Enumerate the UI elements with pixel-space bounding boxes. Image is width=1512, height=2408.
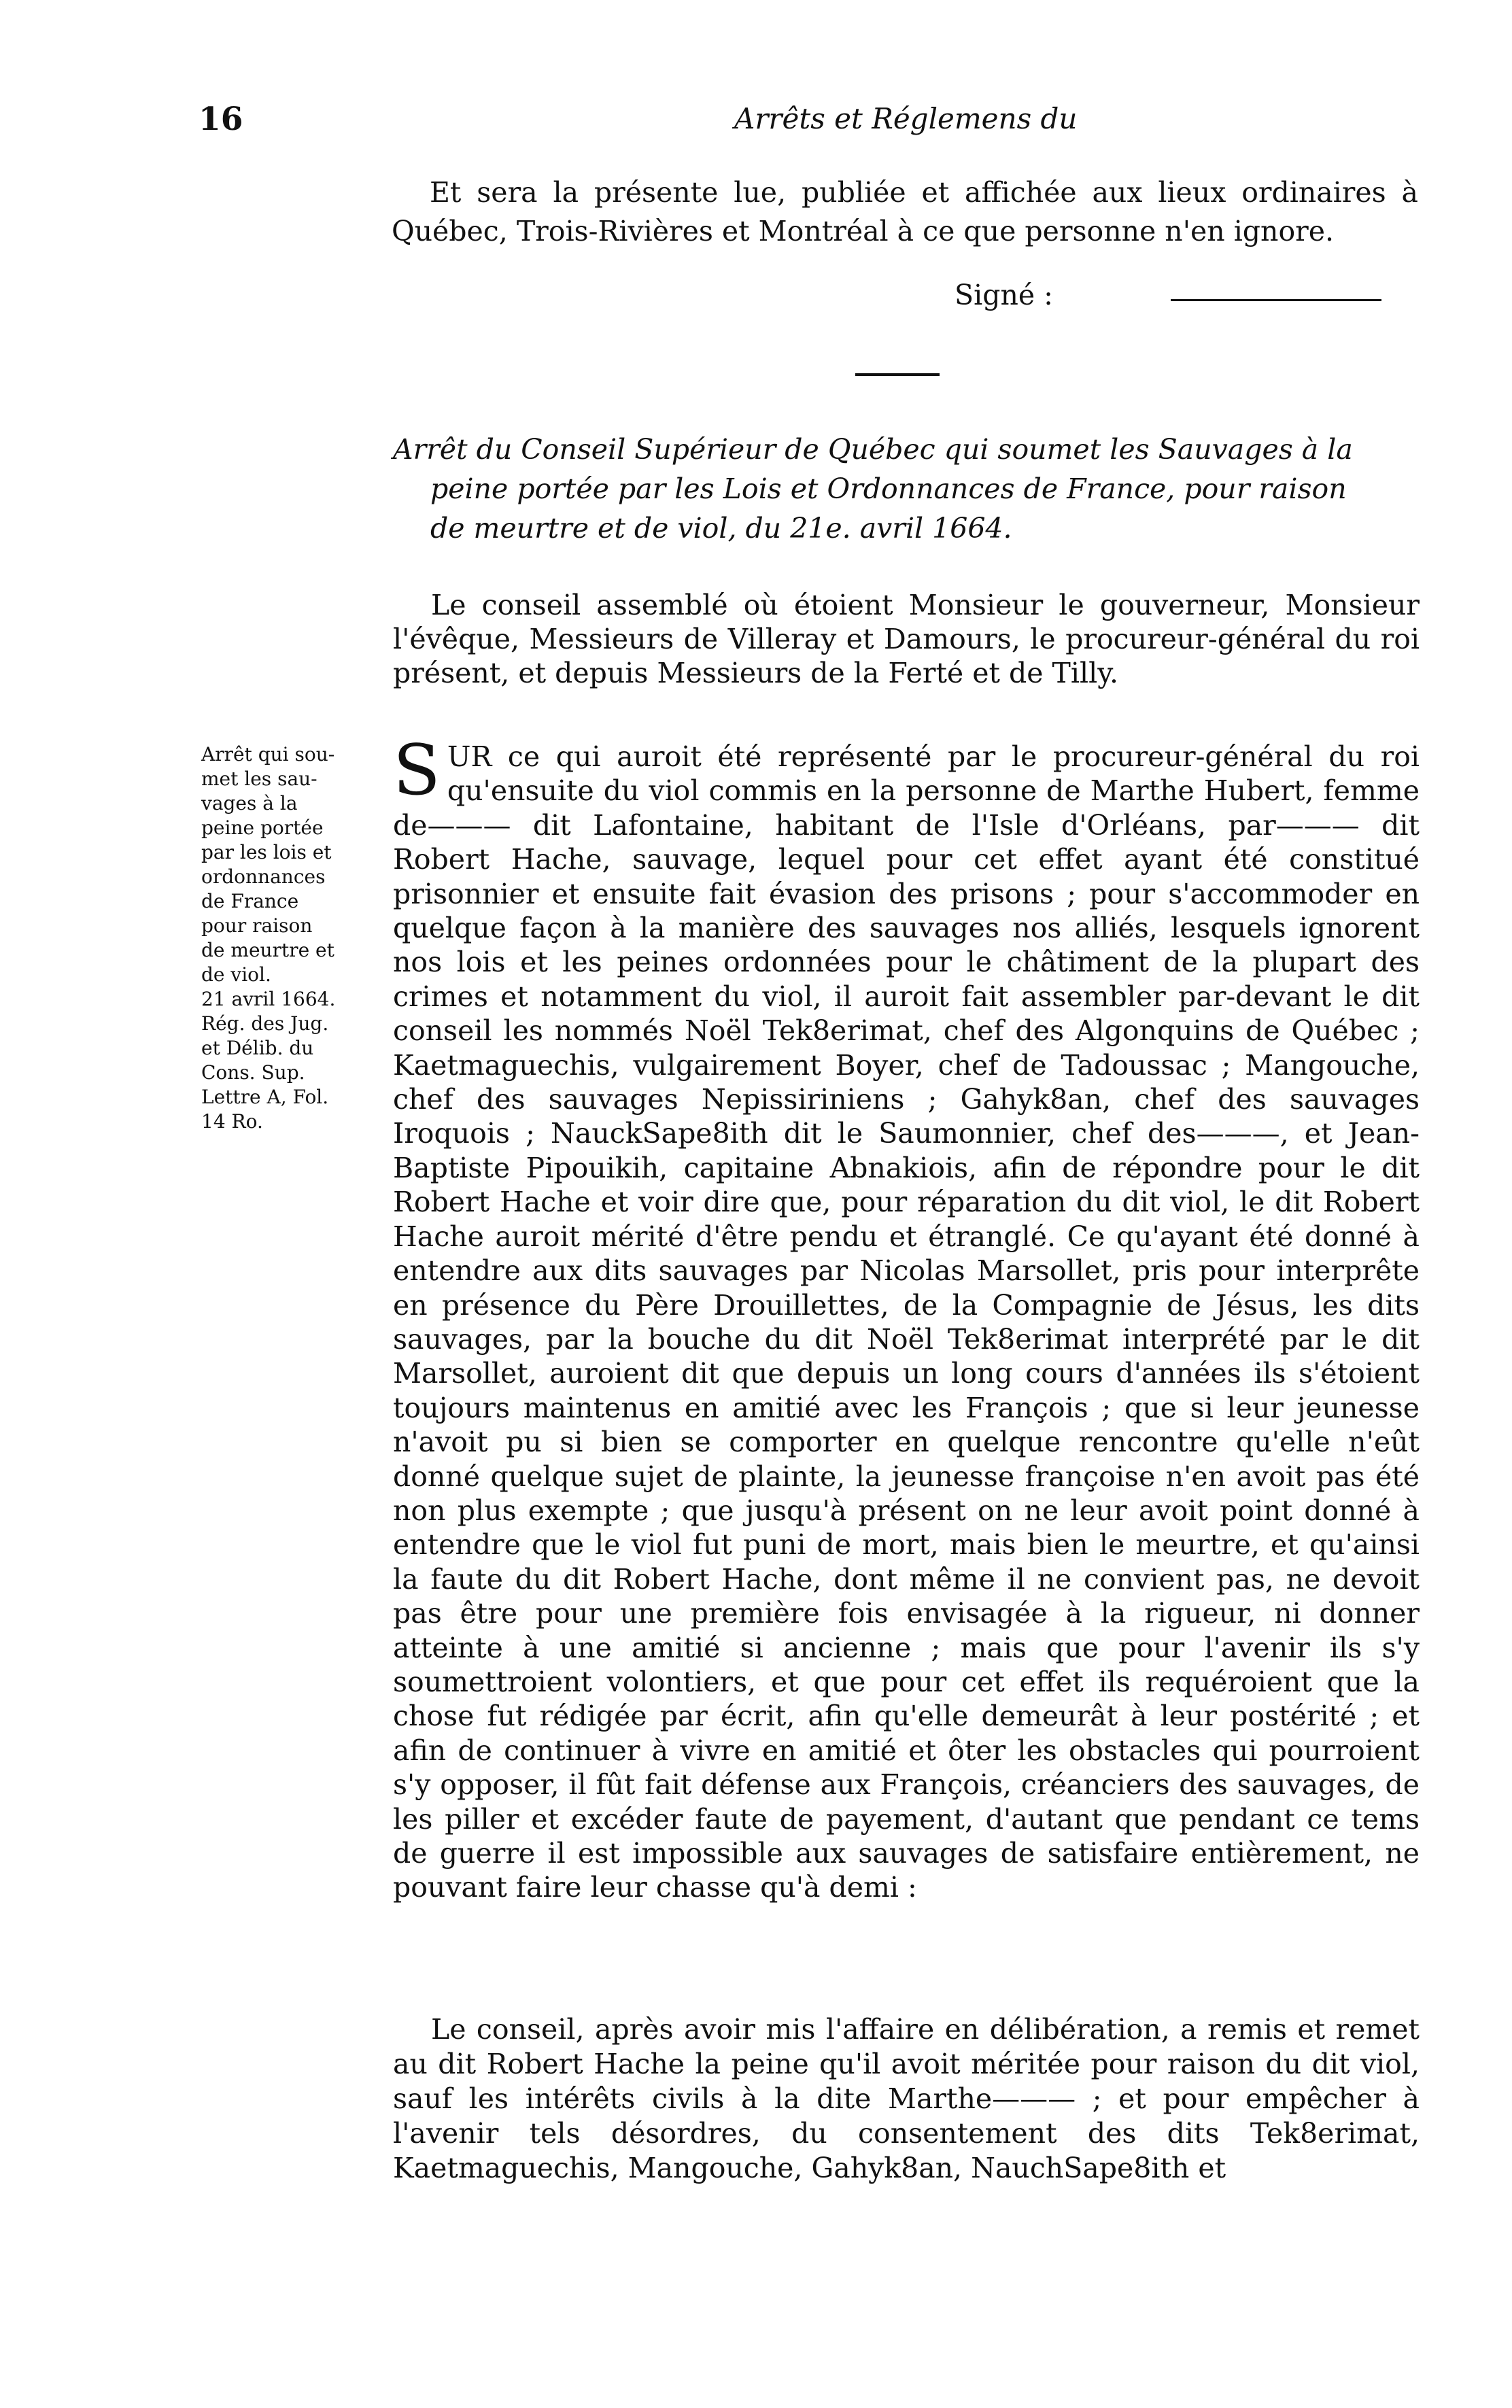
signature-line xyxy=(1171,299,1381,301)
council-paragraph: Le conseil assemblé où étoient Monsieur le gouverneur, Monsieur l'évêque, Messieurs de Villeray et Damours, le procureur-général du roi présent, et depuis Messieurs de la Ferté et de Tilly. xyxy=(393,589,1420,689)
margin-note-line: vages à la xyxy=(201,792,298,814)
margin-note-line: met les sau- xyxy=(201,768,317,790)
section-separator xyxy=(855,373,940,376)
decree-title xyxy=(393,430,1420,548)
drop-cap: S xyxy=(393,730,441,811)
margin-note-line: Arrêt qui sou- xyxy=(201,743,335,766)
main-paragraph-text: UR ce qui auroit été représenté par le procureur-général du roi qu'ensuite du viol commis en la personne de Marthe Hubert, femme de——— dit Lafontaine, habitant de l'Isle d'Orléans, par——— dit Robert Hache, sauvage, lequel pour cet effet ayant été constitué prisonnier et ensuite fait évasion des prisons ; pour s'accommoder en quelque façon à la manière des sauvages nos alliés, lesquels ignorent nos lois et les peines ordonnées pour le châtiment de la plupart des crimes et notamment du viol, il auroit fait assembler par-devant le dit conseil les nommés Noël Tek8erimat, chef des Algonquins de Québec ; Kaetmaguechis, vulgairement Boyer, chef de Tadoussac ; Mangouche, chef des sauvages Nepissiriniens ; Gahyk8an, chef des sauvages Iroquois ; NauckSape8ith dit le Saumonnier, chef des———, et Jean-Baptiste Pipouikih, capitaine Abnakiois, afin de répondre pour le dit Robert Hache et voir dire que, pour réparation du dit viol, le dit Robert Hache auroit mérité d'être pendu et étranglé. Ce qu'ayant été donné à entendre aux dits sauvages par Nicolas Marsollet, pris pour interprête en présence du Père Drouillettes, de la Compagnie de Jésus, les dits sauvages, par la bouche du dit Noël Tek8erimat interprété par le dit Marsollet, auroient dit que depuis un long cours d'années ils s'étoient toujours maintenus en amitié avec les François ; que si leur jeunesse n'avoit pu si bien se comporter en quelque rencontre qu'elle n'eût donné quelque sujet de plainte, la jeunesse françoise n'en avoit pas été non plus exempte ; que jusqu'à présent on ne leur avoit point donné à entendre que le viol fut puni de mort, mais bien le meurtre, et qu'ainsi la faute du dit Robert Hache, dont même il ne convient pas, ne devoit pas être pour une première fois envisagée à la rigueur, ni donner atteinte à une amitié si ancienne ; mais que pour l'avenir ils s'y soumettroient volontiers, et que pour cet effet ils requéroient que la chose fut rédigée par écrit, afin qu'elle demeurât à leur postérité ; et afin de continuer à vivre en amitié et ôter les obstacles qui pourroient s'y opposer, il fût fait défense aux François, créanciers des sauvages, de les piller et excéder faute de payement, d'autant que pendant ce tems de guerre il est impossible aux sauvages de satisfaire entièrement, ne pouvant faire leur chasse qu'à demi : xyxy=(393,740,1420,1904)
margin-note-line: ordonnances xyxy=(201,865,326,888)
margin-note-line: par les lois et xyxy=(201,841,332,863)
margin-note-line: de France xyxy=(201,890,299,912)
decree-title-line: Arrêt du Conseil Supérieur de Québec qui soumet les Sauvages à la xyxy=(393,433,1353,466)
margin-note-line: 21 avril 1664. xyxy=(201,988,336,1010)
margin-note-line: Lettre A, Fol. xyxy=(201,1086,329,1108)
margin-note-line: 14 Ro. xyxy=(201,1110,263,1133)
page-number: 16 xyxy=(199,101,243,138)
margin-note xyxy=(201,742,392,1134)
margin-note-line: pour raison xyxy=(201,914,313,937)
margin-note-line: et Délib. du xyxy=(201,1037,314,1059)
intro-paragraph: Et sera la présente lue, publiée et affichée aux lieux ordinaires à Québec, Trois-Rivières et Montréal à ce que personne n'en ignore. xyxy=(392,176,1418,247)
decree-title-line: de meurtre et de viol, du 21e. avril 1664. xyxy=(430,512,1012,545)
final-paragraph: Le conseil, après avoir mis l'affaire en délibération, a remis et remet au dit Robert Hache la peine qu'il avoit méritée pour raison du dit viol, sauf les intérêts civils à la dite Marthe——— ; et pour empêcher à l'avenir tels désordres, du consentement des dits Tek8erimat, Kaetmaguechis, Mangouche, Gahyk8an, NauchSape8ith et xyxy=(393,2013,1420,2184)
main-paragraph xyxy=(393,730,1420,1905)
signature-label: Signé : xyxy=(955,279,1053,311)
margin-note-line: de meurtre et xyxy=(201,939,334,961)
decree-title-line: peine portée par les Lois et Ordonnances de France, pour raison xyxy=(430,472,1347,505)
margin-note-line: peine portée xyxy=(201,816,324,839)
margin-note-line: de viol. xyxy=(201,963,271,986)
margin-note-line: Rég. des Jug. xyxy=(201,1012,329,1035)
running-title: Arrêts et Réglemens du xyxy=(734,102,1078,135)
margin-note-line: Cons. Sup. xyxy=(201,1061,305,1084)
